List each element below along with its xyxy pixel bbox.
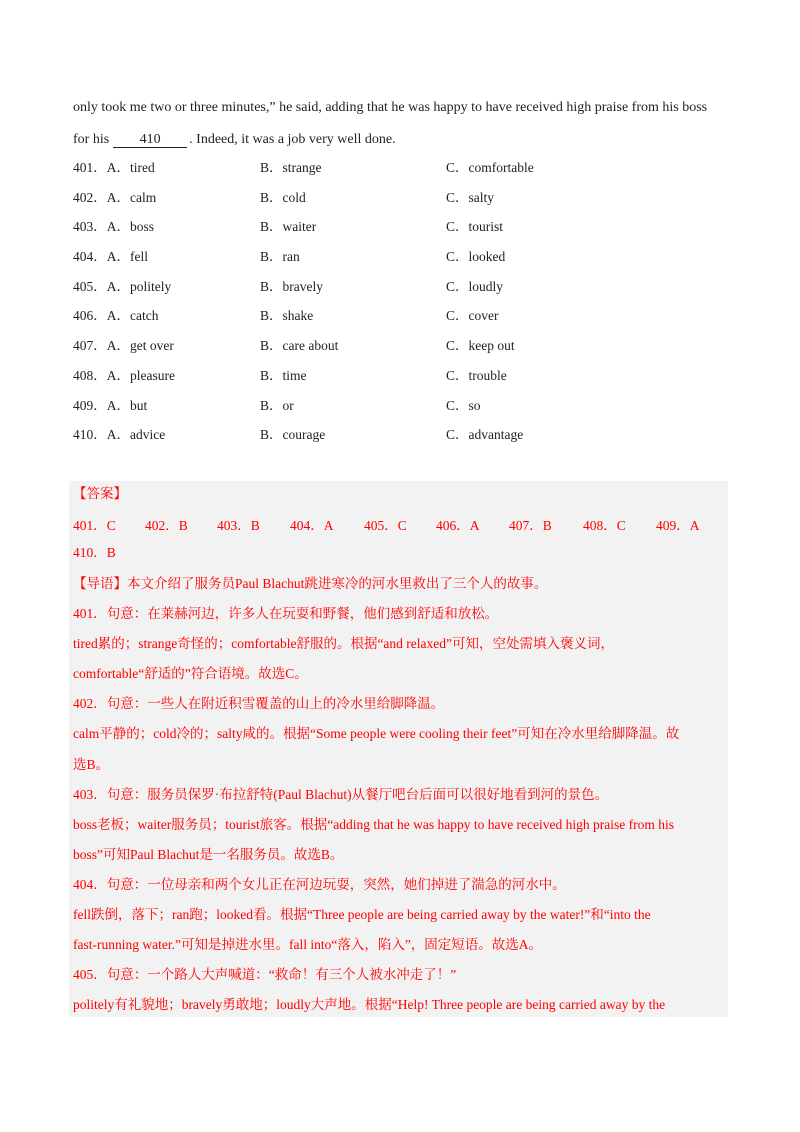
option-c: C．loudly bbox=[446, 278, 504, 294]
passage-line-1: only took me two or three minutes,” he said, adding that he was happy to have received high praise from his boss bbox=[73, 100, 708, 115]
option-a: 408．A．pleasure bbox=[73, 367, 175, 383]
answer-keys-row bbox=[73, 514, 733, 532]
answer-line: tired累的；strange奇怪的；comfortable舒服的。根据“and relaxed”可知，空处需填入褒义词， bbox=[73, 636, 615, 651]
answer-key-last: 410．B bbox=[73, 545, 116, 560]
answer-line: 402．句意：一些人在附近积雪覆盖的山上的冷水里给脚降温。 bbox=[73, 696, 445, 711]
option-a: 409．A．but bbox=[73, 397, 148, 413]
option-b: B．waiter bbox=[260, 219, 317, 235]
option-a: 401．A．tired bbox=[73, 160, 155, 175]
answer-key: 409．A bbox=[656, 518, 700, 533]
option-b: B．cold bbox=[260, 189, 306, 205]
option-a: 402．A．calm bbox=[73, 189, 157, 205]
option-row-404 bbox=[73, 247, 733, 277]
option-c: C．comfortable bbox=[446, 160, 534, 175]
answer-line: boss”可知Paul Blachut是一名服务员。故选B。 bbox=[73, 847, 344, 862]
answer-line: 404．句意：一位母亲和两个女儿正在河边玩耍，突然，她们掉进了湍急的河水中。 bbox=[73, 877, 566, 892]
options-list bbox=[73, 158, 733, 455]
answer-line: comfortable“舒适的”符合语境。故选C。 bbox=[73, 666, 308, 681]
blank-410: 410 bbox=[113, 132, 187, 148]
option-row-408 bbox=[73, 366, 733, 396]
answer-line: fell跌倒，落下；ran跑；looked看。根据“Three people are being carried away by the water!”和“into the bbox=[73, 907, 651, 922]
option-a: 407．A．get over bbox=[73, 338, 174, 354]
answer-key: 405．C bbox=[364, 518, 407, 533]
answer-key: 403．B bbox=[217, 518, 260, 533]
option-b: B．shake bbox=[260, 308, 314, 324]
option-c: C．trouble bbox=[446, 367, 507, 383]
option-c: C．advantage bbox=[446, 427, 524, 443]
option-row-403 bbox=[73, 217, 733, 247]
answer-line: politely有礼貌地；bravely勇敢地；loudly大声地。根据“Help! Three people are being carried away by the bbox=[73, 997, 666, 1012]
answer-line: fast-running water.”可知是掉进水里。fall into“落入，陷入”，固定短语。故选A。 bbox=[73, 937, 543, 952]
answer-line: 【导语】本文介绍了服务员Paul Blachut跳进寒冷的河水里救出了三个人的故事。 bbox=[73, 576, 548, 591]
answer-key: 402．B bbox=[145, 518, 188, 533]
option-c: C．looked bbox=[446, 249, 506, 265]
option-a: 403．A．boss bbox=[73, 219, 155, 235]
answer-key: 408．C bbox=[583, 518, 626, 533]
option-a: 405．A．politely bbox=[73, 278, 172, 294]
option-b: B．time bbox=[260, 367, 307, 383]
answer-line: 选B。 bbox=[73, 757, 110, 772]
option-row-407 bbox=[73, 336, 733, 366]
answer-key: 406．A bbox=[436, 518, 480, 533]
option-row-402 bbox=[73, 188, 733, 218]
option-row-406 bbox=[73, 306, 733, 336]
option-c: C．tourist bbox=[446, 219, 504, 235]
option-c: C．salty bbox=[446, 189, 495, 205]
option-row-410 bbox=[73, 425, 733, 455]
option-row-409 bbox=[73, 396, 733, 426]
answer-line: 401．句意：在莱赫河边，许多人在玩耍和野餐，他们感到舒适和放松。 bbox=[73, 606, 499, 621]
answer-line: calm平静的；cold冷的；salty咸的。根据“Some people were cooling their feet”可知在冷水里给脚降温。故 bbox=[73, 726, 680, 741]
answer-key: 401．C bbox=[73, 518, 116, 533]
option-b: B．care about bbox=[260, 338, 339, 354]
option-b: B．ran bbox=[260, 249, 300, 265]
option-b: B．bravely bbox=[260, 278, 323, 294]
option-a: 406．A．catch bbox=[73, 308, 159, 324]
option-row-405 bbox=[73, 277, 733, 307]
option-b: B．strange bbox=[260, 160, 322, 175]
answer-key: 407．B bbox=[509, 518, 552, 533]
answer-heading: 【答案】 bbox=[73, 486, 127, 501]
passage-line-2-prefix: for his bbox=[73, 132, 110, 147]
option-c: C．keep out bbox=[446, 338, 515, 354]
passage-line-2-suffix: . Indeed, it was a job very well done. bbox=[189, 132, 396, 147]
option-b: B．or bbox=[260, 397, 294, 413]
option-row-401 bbox=[73, 158, 733, 188]
option-b: B．courage bbox=[260, 427, 326, 443]
answer-key: 404．A bbox=[290, 518, 334, 533]
option-c: C．so bbox=[446, 397, 481, 413]
answer-line: boss老板；waiter服务员；tourist旅客。根据“adding that he was happy to have received high praise from his bbox=[73, 817, 675, 832]
option-c: C．cover bbox=[446, 308, 499, 324]
answer-line: 403．句意：服务员保罗·布拉舒特(Paul Blachut)从餐厅吧台后面可以很好地看到河的景色。 bbox=[73, 787, 609, 802]
option-a: 404．A．fell bbox=[73, 249, 148, 265]
option-a: 410．A．advice bbox=[73, 427, 166, 443]
passage-line-2 bbox=[73, 131, 396, 149]
answer-line: 405．句意：一个路人大声喊道：“救命！有三个人被水冲走了！” bbox=[73, 967, 457, 982]
